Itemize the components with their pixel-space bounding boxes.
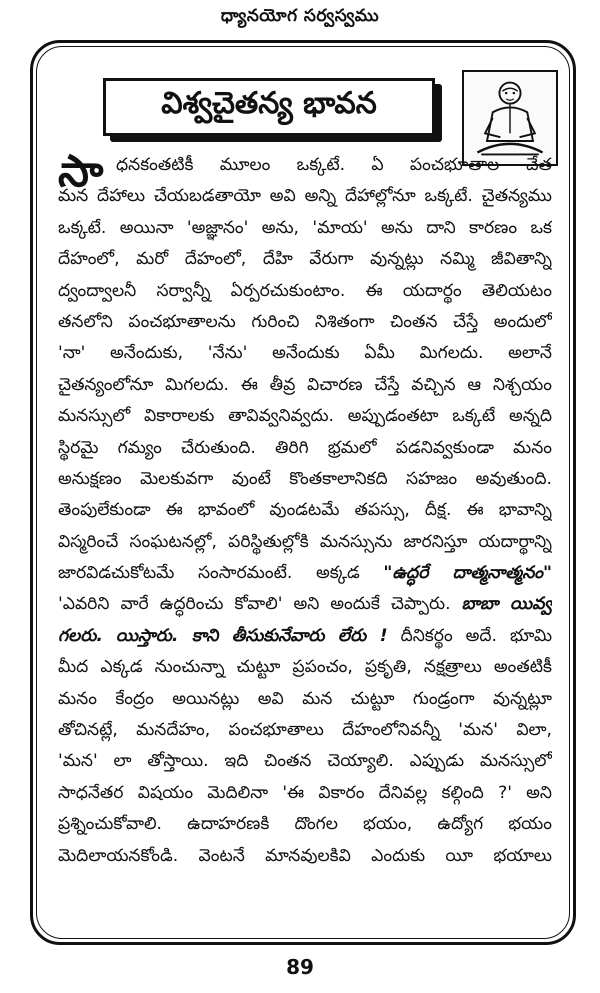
text-line: ధనకంతటికీ మూలం ఒక్కటే. ఏ పంచభూతాల చేత	[116, 155, 552, 175]
emphasis-segment: యిస్తారు. కాని తీసుకునేవారు లేరు !	[115, 625, 388, 646]
text-line: దేహంలో, మరో దేహంలో, దేహి వేరుగా వున్నట్లు నమ్మి జీవితాన్ని	[58, 249, 552, 270]
text-line: మీద ఎక్కడ నుంచున్నా చుట్టూ ప్రపంచం, ప్రకృతి, నక్షత్రాలు అంతటికీ	[58, 657, 552, 678]
text-line: 'నా' అనేందుకు, 'నేను' అనేందుకు ఏమీ మిగలదు. అలానే	[58, 343, 552, 364]
text-segment: 'ఎవరిని వారే ఉద్ధరించు కోవాలి' అని అందుకే చెప్పారు.	[58, 594, 451, 615]
text-segment: దీనికర్థం అదే. భూమి	[400, 625, 552, 646]
text-line: తోచినట్లే, మనదేహం, పంచభూతాలు దేహంలోనివన్నీ 'మన' విలా,	[58, 720, 552, 741]
text-line: ప్రశ్నించుకోవాలి. ఉదాహరణకి దొంగల భయం, ఉద్యోగ భయం	[58, 814, 552, 835]
text-line: మన దేహాలు చేయబడతాయో అవి అన్ని దేహాల్లోనూ ఒక్కటే. చైతన్యము	[58, 186, 552, 207]
sanskrit-quote: "ఉద్ధరే దాత్మనాత్మనం"	[383, 563, 552, 584]
text-line: అనుక్షణం మెలకువగా వుంటే కొంతకాలానికది సహజం అవుతుంది.	[58, 468, 552, 489]
drop-cap: సా	[58, 146, 104, 197]
text-line: సాధనేతర విషయం మెదిలినా 'ఈ వికారం దేనివల్ల కల్గింది ?' అని	[58, 782, 552, 803]
text-line: 'మన' లా తోస్తాయి. ఇది చింతన చెయ్యాలి. ఎప్పుడు మనస్సులో	[58, 751, 552, 772]
text-line	[58, 589, 552, 620]
text-line: స్థిరమై గమ్యం చేరుతుంది. తిరిగి భ్రమలో పడనివ్వకుండా మనం	[58, 437, 552, 458]
text-line: చైతన్యంలోనూ మిగలదు. ఈ తీవ్ర విచారణ చేస్తే వచ్చిన ఆ నిశ్చయం	[58, 374, 552, 395]
emphasis-segment: గలరు.	[58, 625, 103, 646]
text-line: తనలోని పంచభూతాలను గురించి నిశితంగా చింతన చేస్తే అందులో	[58, 311, 552, 332]
text-line: తెంపులేకుండా ఈ భావంలో వుండటమే తపస్సు, దీక్ష. ఈ భావాన్ని	[58, 500, 552, 521]
text-line: విస్మరించే సంఘటనల్లో, పరిస్థితుల్లోకి మనస్సును జారనిస్తూ యదార్థాన్ని	[58, 531, 552, 552]
text-line	[58, 621, 552, 652]
chapter-title: విశ్వచైతన్య భావన	[103, 78, 435, 136]
text-line: మనం కేంద్రం అయినట్లు అవి మన చుట్టూ గుండ్రంగా వున్నట్లూ	[58, 688, 552, 709]
text-line	[58, 558, 552, 589]
running-header: ధ్యానయోగ సర్వస్వము	[220, 6, 380, 26]
page-number: 89	[286, 955, 314, 979]
text-line: మెదిలాయనకోండి. వెంటనే మానవులకివి ఎందుకు యీ భయాలు	[58, 845, 552, 866]
emphasis-segment: బాబా యివ్వ	[461, 594, 552, 615]
text-segment: జారవిడచుకోటమే సంసారమంటే. అక్కడ	[58, 563, 360, 584]
text-line: ద్వంద్వాలనీ సర్వాన్నీ ఏర్పరచుకుంటాం. ఈ యదార్థం తెలియటం	[58, 280, 552, 301]
text-line: ఒక్కటే. అయినా 'అజ్ఞానం' అను, 'మాయ' అను దాని కారణం ఒక	[58, 217, 552, 238]
body-text	[58, 146, 552, 872]
text-line: మనస్సులో వికారాలకు తావివ్వనివ్వదు. అప్పుడంతటా ఒక్కటే అన్నది	[58, 406, 552, 427]
